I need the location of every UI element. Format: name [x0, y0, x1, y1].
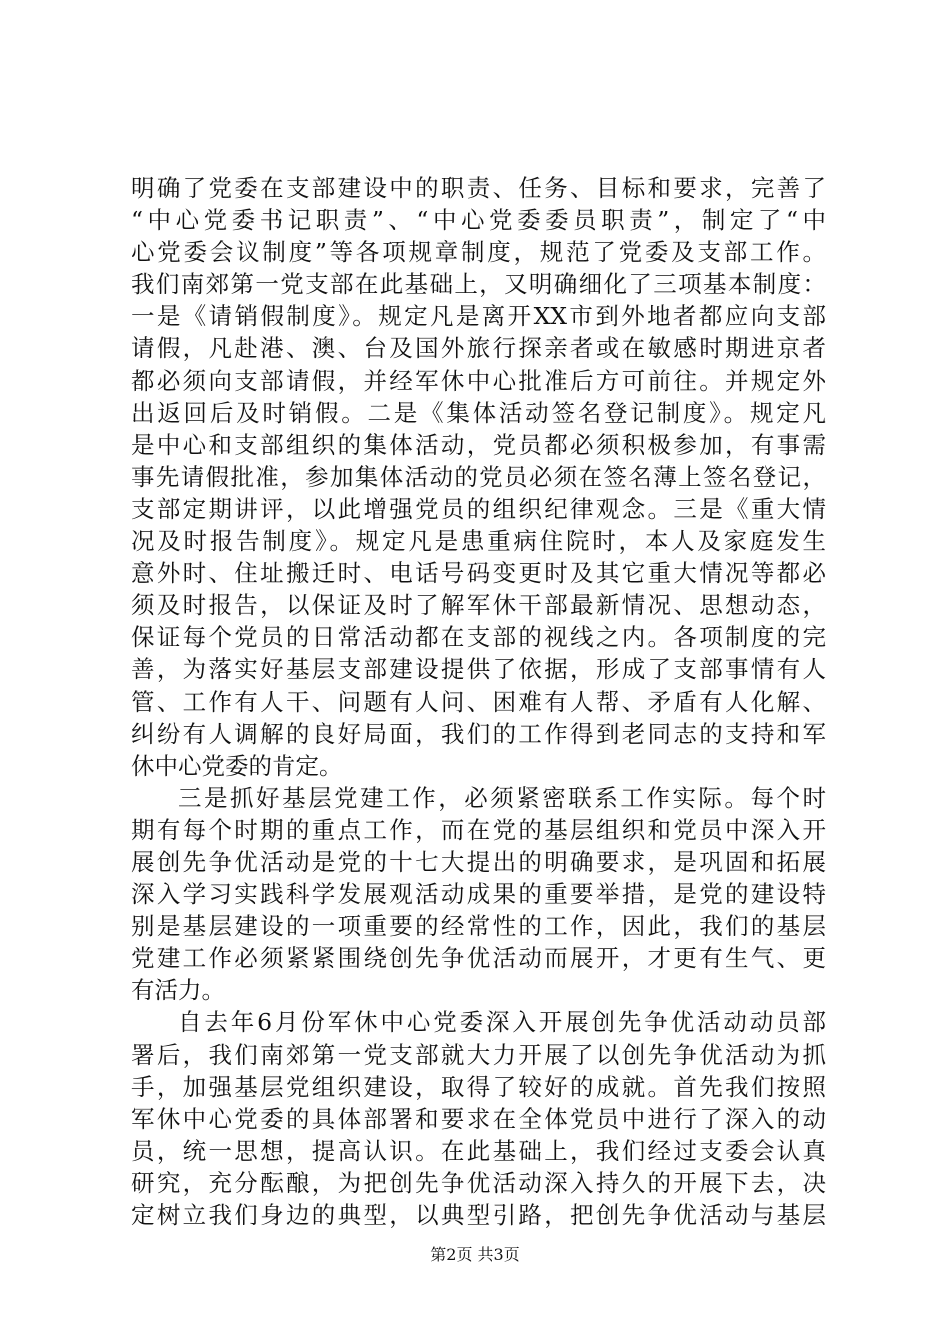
text-line: 支部定期讲评，以此增强党员的组织纪律观念。三是《重大情: [131, 494, 826, 523]
body-text: [131, 172, 826, 1231]
text-line: 三是抓好基层党建工作，必须紧密联系工作实际。每个时: [178, 783, 826, 812]
text-line: 军休中心党委的具体部署和要求在全体党员中进行了深入的动: [131, 1104, 826, 1133]
text-line: 纠纷有人调解的良好局面，我们的工作得到老同志的支持和军: [131, 719, 826, 748]
text-line: 研究，充分酝酿，为把创先争优活动深入持久的开展下去，决: [131, 1168, 826, 1197]
text-line: 有活力。: [131, 976, 225, 1005]
text-line: 事先请假批准，参加集体活动的党员必须在签名薄上签名登记，: [131, 462, 826, 491]
text-line: 党建工作必须紧紧围绕创先争优活动而展开，才更有生气、更: [131, 944, 826, 973]
text-line: 休中心党委的肯定。: [131, 751, 343, 780]
text-line: 署后，我们南郊第一党支部就大力开展了以创先争优活动为抓: [131, 1040, 826, 1069]
text-line: 我们南郊第一党支部在此基础上，又明确细化了三项基本制度：: [131, 270, 826, 299]
text-line: 出返回后及时销假。二是《集体活动签名登记制度》。规定凡: [131, 398, 826, 427]
text-line: 展创先争优活动是党的十七大提出的明确要求，是巩固和拓展: [131, 847, 826, 876]
text-line: 员，统一思想，提高认识。在此基础上，我们经过支委会认真: [131, 1136, 826, 1165]
text-line: 况及时报告制度》。规定凡是患重病住院时，本人及家庭发生: [131, 527, 826, 556]
page-number-footer: 第2页 共3页: [430, 1245, 520, 1264]
text-line: 须及时报告，以保证及时了解军休干部最新情况、思想动态，: [131, 591, 826, 620]
text-line: 手，加强基层党组织建设，取得了较好的成就。首先我们按照: [131, 1072, 826, 1101]
text-line: 是中心和支部组织的集体活动，党员都必须积极参加，有事需: [131, 430, 826, 459]
text-line: 期有每个时期的重点工作，而在党的基层组织和党员中深入开: [131, 815, 826, 844]
text-line: 定树立我们身边的典型，以典型引路，把创先争优活动与基层: [131, 1201, 826, 1229]
text-line: 都必须向支部请假，并经军休中心批准后方可前往。并规定外: [131, 366, 826, 395]
text-line: 保证每个党员的日常活动都在支部的视线之内。各项制度的完: [131, 623, 826, 652]
text-line: 心党委会议制度”等各项规章制度，规范了党委及支部工作。: [131, 238, 826, 267]
text-line: 自去年6月份军休中心党委深入开展创先争优活动动员部: [178, 1008, 826, 1037]
text-line: 一是《请销假制度》。规定凡是离开XX市到外地者都应向支部: [131, 302, 826, 331]
text-line: “中心党委书记职责”、“中心党委委员职责”，制定了“中: [131, 206, 826, 235]
text-line: 请假，凡赴港、澳、台及国外旅行探亲者或在敏感时期进京者: [131, 334, 826, 363]
text-line: 善，为落实好基层支部建设提供了依据，形成了支部事情有人: [131, 655, 826, 684]
text-line: 管、工作有人干、问题有人问、困难有人帮、矛盾有人化解、: [131, 687, 826, 716]
text-line: 明确了党委在支部建设中的职责、任务、目标和要求，完善了: [131, 174, 826, 202]
text-line: 意外时、住址搬迁时、电话号码变更时及其它重大情况等都必: [131, 559, 826, 588]
text-line: 别是基层建设的一项重要的经常性的工作，因此，我们的基层: [131, 912, 826, 941]
text-line: 深入学习实践科学发展观活动成果的重要举措，是党的建设特: [131, 880, 826, 909]
